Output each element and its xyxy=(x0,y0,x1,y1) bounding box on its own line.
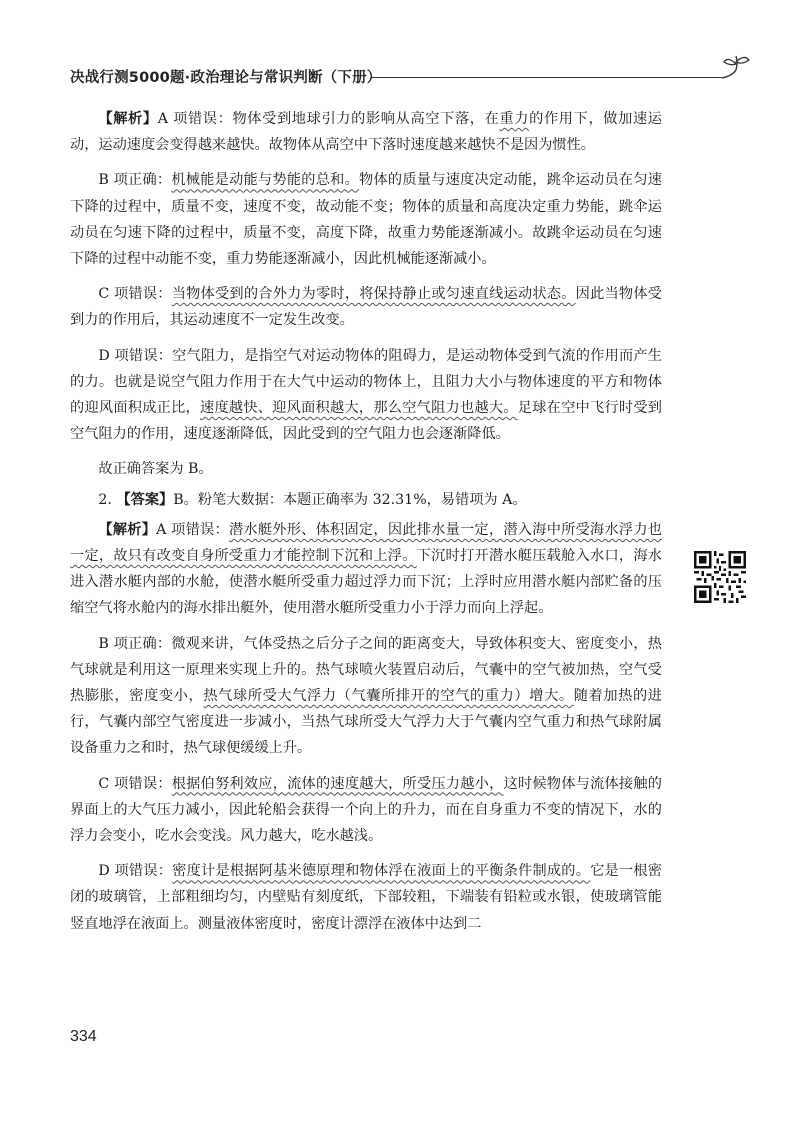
header-rule xyxy=(372,77,724,78)
text: A 项错误：物体受到地球引力的影响从高空下落，在 xyxy=(157,111,500,127)
text: 物体的质量与速度决定动能，跳伞运动员在匀速下降的过程中，质量不变，速度不变，故动能不变；物体的质量和高度决定重力势能，跳伞运动员在匀速下降的过程中，质量不变，高度下降，故重力势能逐渐减小。故跳伞运动员在匀速下降的过程中动能不变，重力势能逐渐减小，因此机械能逐渐减小。 xyxy=(70,172,662,268)
paragraph-1c-analysis xyxy=(70,281,662,333)
analysis-label: 【解析】 xyxy=(98,521,157,538)
text: B 项正确：微观来讲，气体受热之后分子之间的距离变大，导致体积变大、密度变小，热气球就是利用这一原理来实现上升的。热气球喷火装置启动后，气囊中的空气被加热，空气受热膨胀，密度变小， xyxy=(70,635,662,705)
underlined-text: 热气球所受大气浮力（气囊所排开的空气的重力）增大。 xyxy=(203,688,574,705)
text: D 项错误： xyxy=(98,863,173,880)
page-number: 334 xyxy=(70,1028,97,1045)
question-number: 2. xyxy=(98,491,117,508)
text: 足球在空中飞行时受到空气阻力的作用，速度逐渐降低，因此受到的空气阻力也会逐渐降低。 xyxy=(70,400,662,443)
text: A 项错误： xyxy=(156,521,229,538)
paragraph-1b-analysis xyxy=(70,167,662,272)
underlined-text: 密度计是根据阿基米德原理和物体浮在液面上的平衡条件制成的。 xyxy=(172,863,591,880)
text: 的作用下，做加速运动，运动速度会变得越来越快。故物体从高空中下落时速度越来越快不是因为惯性。 xyxy=(70,111,662,154)
text: 因此当物体受到力的作用后，其运动速度不一定发生改变。 xyxy=(70,286,662,329)
paragraph-2a-analysis xyxy=(70,517,662,622)
underlined-text: 当物体受到的合外力为零时，将保持静止或匀速直线运动状态。 xyxy=(171,286,576,303)
text: C 项错误： xyxy=(98,775,172,792)
text: B。粉笔大数据：本题正确率为 32.31%，易错项为 A。 xyxy=(173,491,527,508)
question-2-answer xyxy=(70,487,662,513)
underlined-text: 根据伯努利效应，流体的速度越大，所受压力越小， xyxy=(171,775,504,792)
book-title: 决战行测5000题·政治理论与常识判断（下册） xyxy=(70,70,382,86)
paragraph-1d-analysis xyxy=(70,343,662,448)
answer-summary-1: 故正确答案为 B。 xyxy=(98,461,213,478)
text: 这时候物体与流体接触的界面上的大气压力减小，因此轮船会获得一个向上的升力，而在自身重力不变的情况下，水的浮力会变小，吃水会变浅。风力越大，吃水越浅。 xyxy=(70,775,662,845)
underlined-text: 机械能是动能与势能的总和。 xyxy=(171,172,360,189)
paragraph-2d-analysis xyxy=(70,858,662,937)
analysis-label: 【解析】 xyxy=(98,111,158,127)
paragraph-1a-analysis xyxy=(70,106,662,158)
sprout-icon xyxy=(720,52,752,82)
text: 随着加热的进行，气囊内部空气密度进一步减小，当热气球所受大气浮力大于气囊内空气重力和热气球附属设备重力之和时，热气球便缓缓上升。 xyxy=(70,688,662,757)
underlined-text: 潜水艇外形、体积固定，因此排水量一定，潜入海中所受海水浮力也一定，故只有改变自身所受重力才能控制下沉和上浮。 xyxy=(70,521,662,565)
text: 它是一根密闭的玻璃管，上部粗细均匀，内壁贴有刻度纸，下部较粗，下端装有铅粒或水银，使玻璃管能竖直地浮在液面上。测量液体密度时，密度计漂浮在液体中达到二 xyxy=(70,863,662,932)
paragraph-2c-analysis xyxy=(70,771,662,850)
underlined-text: 重力 xyxy=(499,111,530,127)
page-body xyxy=(70,106,662,946)
text: 下沉时打开潜水艇压载舱入水口，海水进入潜水艇内部的水舱，使潜水艇所受重力超过浮力而下沉；上浮时应用潜水艇内部贮备的压缩空气将水舱内的海水排出艇外，使用潜水艇所受重力小于浮力而向上浮起。 xyxy=(70,548,662,617)
text: C 项错误： xyxy=(98,286,172,303)
underlined-text: 速度越快、迎风面积越大，那么空气阻力也越大。 xyxy=(200,400,518,417)
answer-label: 【答案】 xyxy=(116,491,174,508)
text: B 项正确： xyxy=(98,172,172,189)
qr-code-icon[interactable] xyxy=(694,551,746,603)
text: D 项错误：空气阻力，是指空气对运动物体的阻碍力，是运动物体受到气流的作用而产生的力。也就是说空气阻力作用于在大气中运动的物体上，且阻力大小与物体速度的平方和物体的迎风面积成正比， xyxy=(70,347,662,417)
paragraph-2b-analysis xyxy=(70,631,662,762)
